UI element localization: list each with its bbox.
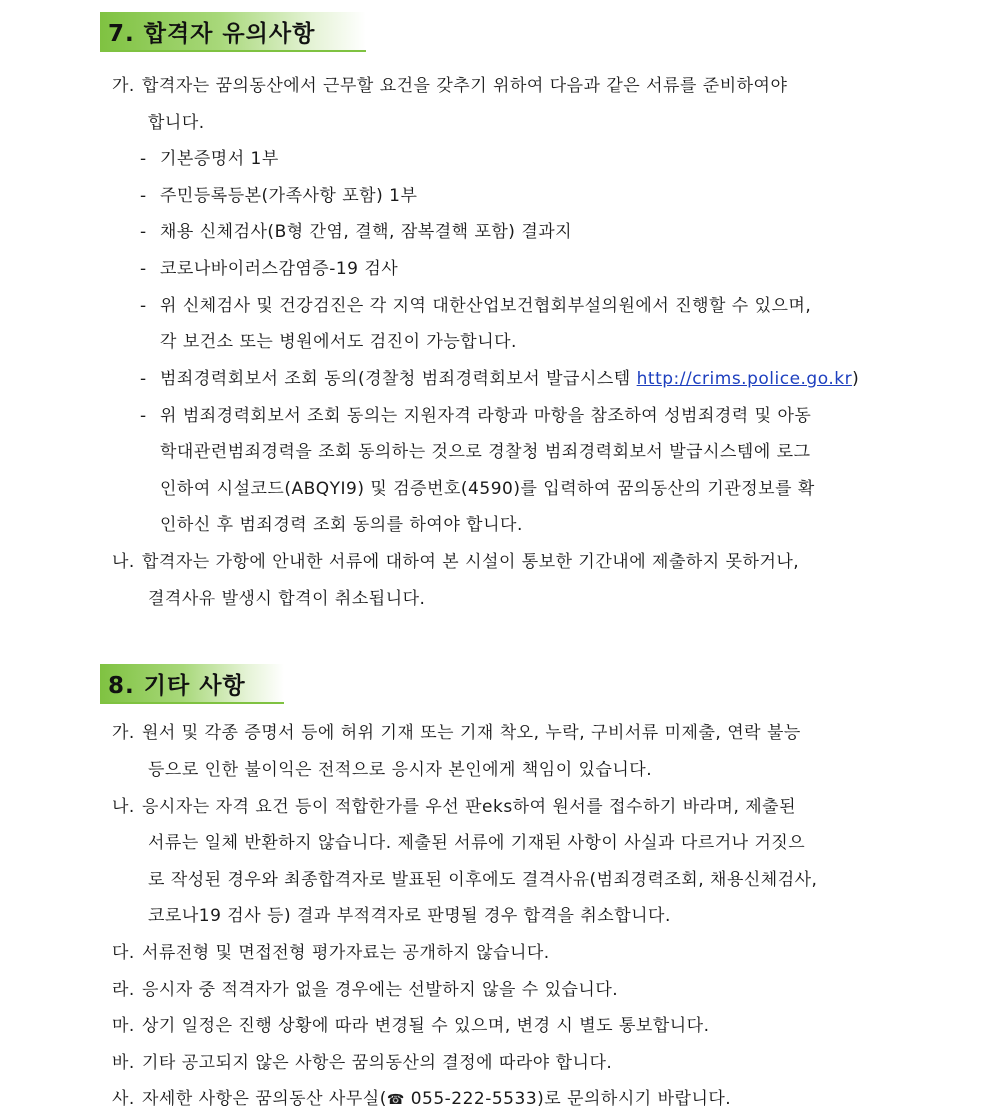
s7-item-3-text: 채용 신체검사(B형 간염, 결핵, 잠복결핵 포함) 결과지 bbox=[160, 222, 573, 242]
s7-ga-line1 bbox=[112, 75, 787, 97]
s7-item-4: - 코로나바이러스감염증-19 검사 bbox=[140, 259, 399, 279]
s8-sa-phone: 055-222-5533)로 문의하시기 바랍니다. bbox=[404, 1089, 732, 1109]
s8-da-line bbox=[112, 942, 550, 964]
phone-icon: ☎ bbox=[386, 1092, 405, 1108]
section-7-heading bbox=[100, 12, 366, 52]
s7-item-7-line1: - 위 범죄경력회보서 조회 동의는 지원자격 라항과 마항을 참조하여 성범죄경력 및 아동 bbox=[140, 406, 812, 426]
s7-item-4-text: 코로나바이러스감염증-19 검사 bbox=[160, 259, 399, 279]
s7-ga-line2: 합니다. bbox=[148, 113, 205, 133]
s8-na-text1: 응시자는 자격 요건 등이 적합한가를 우선 판eks하여 원서를 접수하기 바라며, 제출된 bbox=[142, 797, 797, 817]
s7-item-2-text: 주민등록등본(가족사항 포함) 1부 bbox=[160, 186, 418, 206]
s8-ra-marker: 라. bbox=[112, 980, 135, 1000]
s8-na-marker: 나. bbox=[112, 797, 135, 817]
s7-item-3: - 채용 신체검사(B형 간염, 결핵, 잠복결핵 포함) 결과지 bbox=[140, 222, 573, 242]
s7-ga-text1: 합격자는 꿈의동산에서 근무할 요건을 갖추기 위하여 다음과 같은 서류를 준비하여야 bbox=[142, 76, 788, 96]
section-8-heading bbox=[100, 664, 284, 704]
s7-na-marker: 나. bbox=[112, 552, 135, 572]
s7-item-5-line1: - 위 신체검사 및 건강검진은 각 지역 대한산업보건협회부설의원에서 진행할 수 있으며, bbox=[140, 296, 812, 316]
crims-link[interactable]: http://crims.police.go.kr bbox=[636, 369, 853, 389]
s8-ra-text: 응시자 중 적격자가 없을 경우에는 선발하지 않을 수 있습니다. bbox=[142, 980, 619, 1000]
s7-item-7-line2: 학대관련범죄경력을 조회 동의하는 것으로 경찰청 범죄경력회보서 발급시스템에 로그 bbox=[160, 442, 811, 462]
s7-item-7-line3: 인하여 시설코드(ABQYI9) 및 검증번호(4590)를 입력하여 꿈의동산의 기관정보를 확 bbox=[160, 479, 815, 499]
s7-item-6: - 범죄경력회보서 조회 동의(경찰청 범죄경력회보서 발급시스템 http://crims.police.go.kr) bbox=[140, 369, 860, 389]
s8-ba-marker: 바. bbox=[112, 1053, 135, 1073]
s8-ma-marker: 마. bbox=[112, 1016, 135, 1036]
s7-ga-marker: 가. bbox=[112, 76, 135, 96]
s8-ga-text1: 원서 및 각종 증명서 등에 허위 기재 또는 기재 착오, 누락, 구비서류 미제출, 연락 불능 bbox=[142, 723, 801, 743]
s7-na-text1: 합격자는 가항에 안내한 서류에 대하여 본 시설이 통보한 기간내에 제출하지 못하거나, bbox=[142, 552, 800, 572]
s7-na-line2: 결격사유 발생시 합격이 취소됩니다. bbox=[148, 589, 426, 609]
s8-ma-line bbox=[112, 1015, 710, 1037]
s8-ga-line1 bbox=[112, 722, 801, 744]
s7-item-1: - 기본증명서 1부 bbox=[140, 149, 279, 169]
s7-item-2: - 주민등록등본(가족사항 포함) 1부 bbox=[140, 186, 418, 206]
s8-sa-line bbox=[112, 1088, 731, 1111]
s8-da-marker: 다. bbox=[112, 943, 135, 963]
s8-ba-line bbox=[112, 1052, 612, 1074]
s8-na-line1 bbox=[112, 796, 796, 818]
s8-sa-text: 자세한 사항은 꿈의동산 사무실( bbox=[142, 1089, 387, 1109]
s8-ga-marker: 가. bbox=[112, 723, 135, 743]
s8-ma-text: 상기 일정은 진행 상황에 따라 변경될 수 있으며, 변경 시 별도 통보합니다. bbox=[142, 1016, 710, 1036]
s7-item-6-text: 범죄경력회보서 조회 동의(경찰청 범죄경력회보서 발급시스템 bbox=[160, 369, 637, 389]
s8-na-line3: 로 작성된 경우와 최종합격자로 발표된 이후에도 결격사유(범죄경력조회, 채용신체검사, bbox=[148, 870, 818, 890]
s7-item-5-line2: 각 보건소 또는 병원에서도 검진이 가능합니다. bbox=[160, 332, 517, 352]
s7-item-1-text: 기본증명서 1부 bbox=[160, 149, 279, 169]
s7-na-line1 bbox=[112, 551, 799, 573]
s7-item-7-text1: 위 범죄경력회보서 조회 동의는 지원자격 라항과 마항을 참조하여 성범죄경력 및 아동 bbox=[160, 406, 812, 426]
s8-sa-marker: 사. bbox=[112, 1089, 135, 1109]
s8-ra-line bbox=[112, 979, 618, 1001]
s8-na-line4: 코로나19 검사 등) 결과 부적격자로 판명될 경우 합격을 취소합니다. bbox=[148, 906, 671, 926]
section-7-title: 7. 합격자 유의사항 bbox=[108, 20, 316, 47]
s7-item-6-suffix: ) bbox=[852, 369, 860, 389]
section-8-title: 8. 기타 사항 bbox=[108, 672, 246, 699]
s8-da-text: 서류전형 및 면접전형 평가자료는 공개하지 않습니다. bbox=[142, 943, 550, 963]
s8-ga-line2: 등으로 인한 불이익은 전적으로 응시자 본인에게 책임이 있습니다. bbox=[148, 760, 653, 780]
s8-ba-text: 기타 공고되지 않은 사항은 꿈의동산의 결정에 따라야 합니다. bbox=[142, 1053, 613, 1073]
s7-item-5-text1: 위 신체검사 및 건강검진은 각 지역 대한산업보건협회부설의원에서 진행할 수 있으며, bbox=[160, 296, 812, 316]
s8-na-line2: 서류는 일체 반환하지 않습니다. 제출된 서류에 기재된 사항이 사실과 다르거나 거짓으 bbox=[148, 833, 806, 853]
s7-item-7-line4: 인하신 후 범죄경력 조회 동의를 하여야 합니다. bbox=[160, 515, 523, 535]
